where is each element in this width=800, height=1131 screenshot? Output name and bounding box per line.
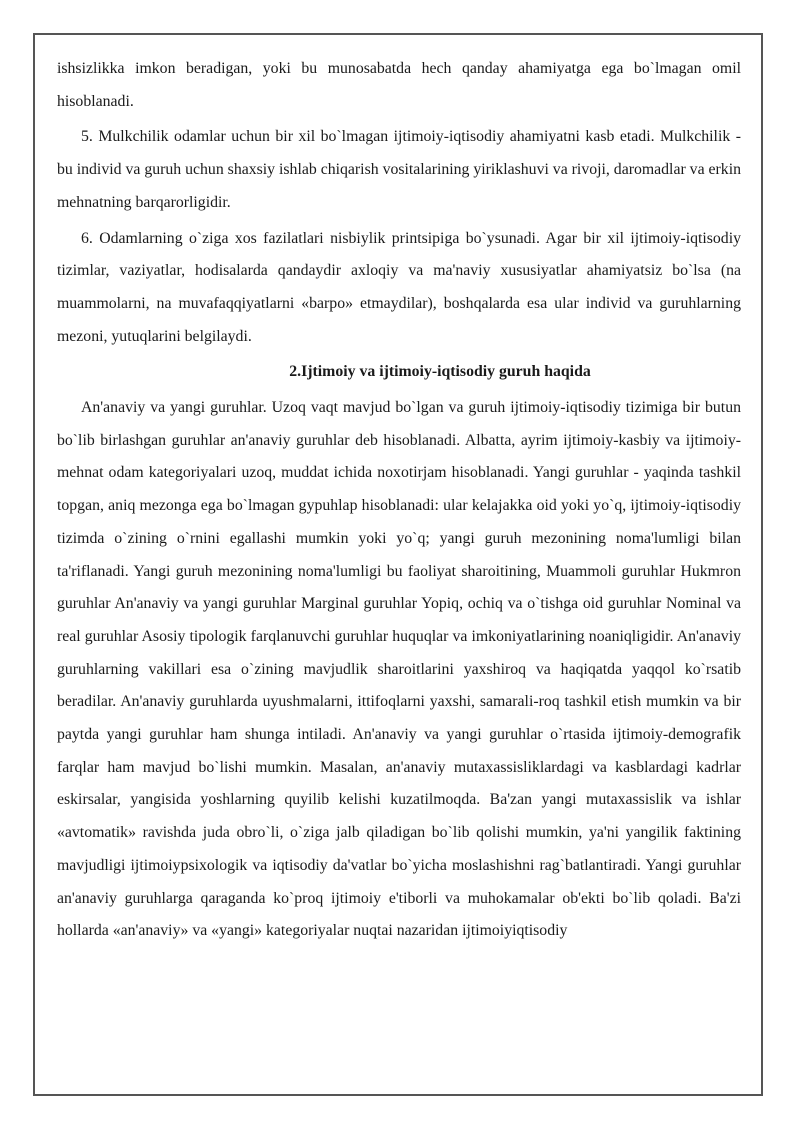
paragraph-point-5: 5. Mulkchilik odamlar uchun bir xil bo`lmagan ijtimoiy-iqtisodiy ahamiyatni kasb etadi. Mulkchilik - bu individ va guruh uchun shaxsiy ishlab chiqarish vositalarining yiriklashuvi va rivoji, daromadlar va erkin mehnatning barqarorligidir.: [57, 128, 741, 211]
section-heading: 2.Ijtimoiy va ijtimoiy-iqtisodiy guruh haqida: [289, 363, 591, 381]
document-body: [57, 53, 741, 948]
paragraph-section-body: An'anaviy va yangi guruhlar. Uzoq vaqt mavjud bo`lgan va guruh ijtimoiy-iqtisodiy tizimiga bir butun bo`lib birlashgan guruhlar an'anaviy guruhlar deb hisoblanadi. Albatta, ayrim ijtimoiy-kasbiy va ijtimoiy-mehnat odam kategoriyalari uzoq, muddat ichida noxotirjam hisoblanadi. Yangi guruhlar - yaqinda tashkil topgan, aniq mezonga ega bo`lmagan gypuhlap hisoblanadi: ular kelajakka oid yoki yo`q, ijtimoiy-iqtisodiy tizimda o`zining o`rnini egallashi mumkin yoki yo`q; yangi guruh mezonining noma'lumligi bilan ta'riflanadi. Yangi guruh mezonining noma'lumligi bu faoliyat sharoitining, Muammoli guruhlar Hukmron guruhlar An'anaviy va yangi guruhlar Marginal guruhlar Yopiq, ochiq va o`tishga oid guruhlar Nominal va real guruhlar Asosiy tipologik farqlanuvchi guruhlar huquqlar va imkoniyatlarining noaniqligidir. An'anaviy guruhlarning vakillari esa o`zining mavjudlik sharoitlarini yaxshiroq va haqiqatda yaqqol ko`rsatib beradilar. An'anaviy guruhlarda uyushmalarni, ittifoqlarni yaxshi, samarali-roq tashkil etish mumkin va bir paytda yangi guruhlar ham shunga intiladi. An'anaviy va yangi guruhlar o`rtasida ijtimoiy-demografik farqlar ham mavjud bo`lishi mumkin. Masalan, an'anaviy mutaxassisliklardagi va kasblardagi kadrlar eskirsalar, yangisida yoshlarning quyilib kelishi kuzatilmoqda. Ba'zan yangi mutaxassislik va ishlar «avtomatik» ravishda juda obro`li, o`ziga jalb qiladigan bo`lib qolishi mumkin, ya'ni yangilik faktining mavjudligi ijtimoiypsixologik va iqtisodiy da'vatlar bo`yicha moslashishni rag`batlantiradi. Yangi guruhlar an'anaviy guruhlarga qaraganda ko`proq ijtimoiy e'tiborli va muhokamalar ob'ekti bo`lib qoladi. Ba'zi hollarda «an'anaviy» va «yangi» kategoriyalar nuqtai nazaridan ijtimoiyiqtisodiy: [57, 399, 741, 940]
paragraph-point-6: 6. Odamlarning o`ziga xos fazilatlari nisbiylik printsipiga bo`ysunadi. Agar bir xil ijtimoiy-iqtisodiy tizimlar, vaziyatlar, hodisalarda qandaydir axloqiy va ma'naviy xususiyatlar ahamiyatsiz bo`lsa (na muammolarni, na muvafaqqiyatlarni «barpo» etmaydilar), boshqalarda esa ular individ va guruhlarning mezoni, yutuqlarini belgilaydi.: [57, 229, 741, 345]
paragraph-continuation: ishsizlikka imkon beradigan, yoki bu munosabatda hech qanday ahamiyatga ega bo`lmagan omil hisoblanadi.: [57, 60, 741, 110]
